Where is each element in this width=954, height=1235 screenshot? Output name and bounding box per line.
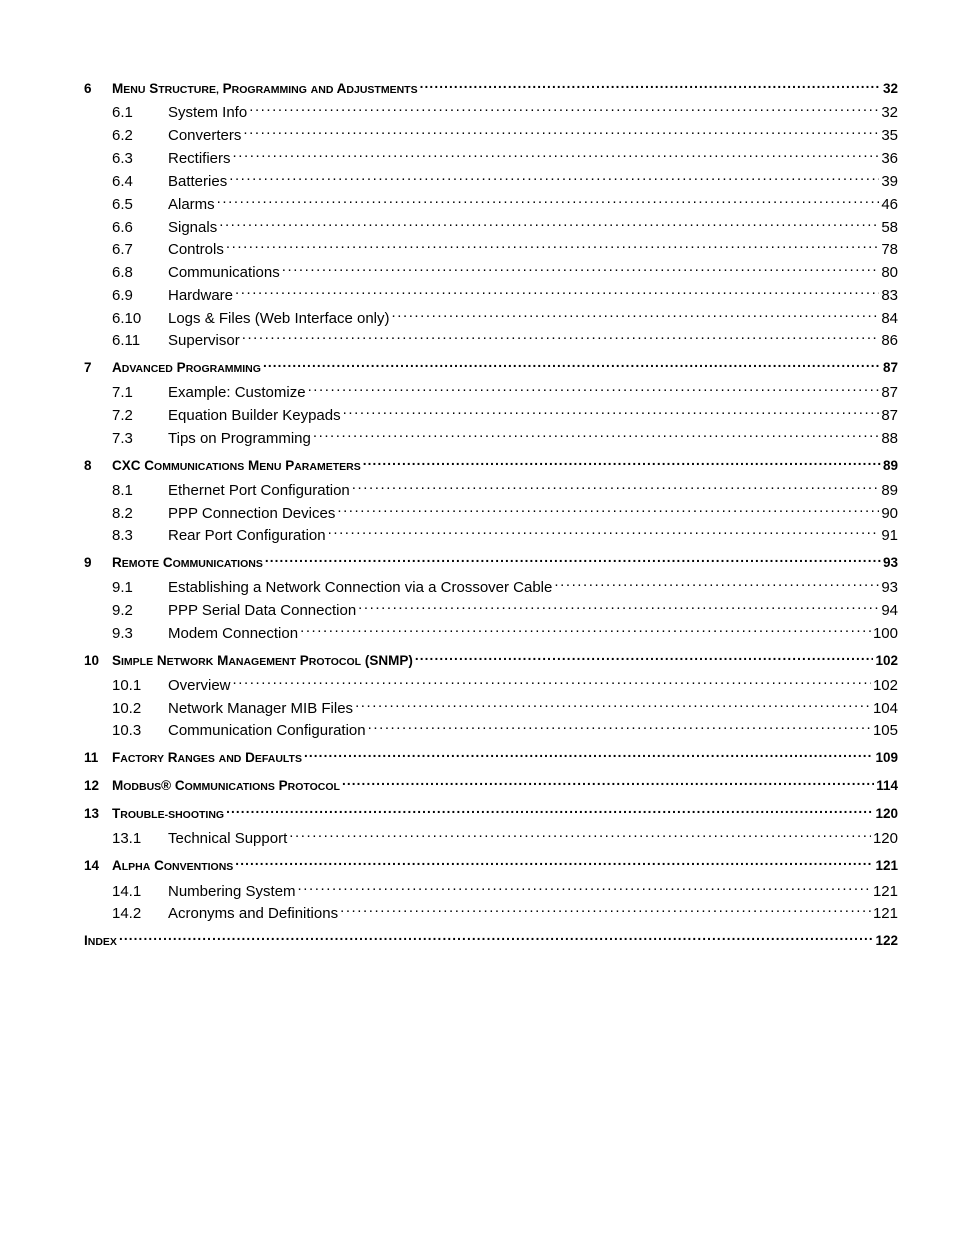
toc-entry-number: 6.5	[112, 196, 133, 213]
toc-section-entry[interactable]	[84, 358, 898, 377]
toc-subsection-entry[interactable]	[84, 171, 898, 190]
toc-entry-number: 9.1	[112, 579, 133, 596]
toc-page-number: 35	[881, 127, 898, 144]
toc-section-entry[interactable]	[84, 79, 898, 98]
toc-dot-leader	[289, 828, 871, 843]
toc-subsection-entry[interactable]	[84, 828, 898, 847]
toc-entry-number: 11	[84, 749, 99, 765]
toc-dot-leader	[226, 239, 879, 254]
toc-page-number: 78	[881, 241, 898, 258]
toc-section-entry[interactable]	[84, 456, 898, 475]
toc-subsection-entry[interactable]	[84, 881, 898, 900]
toc-entry-title: ADVANCED PROGRAMMING	[112, 359, 261, 375]
toc-dot-leader	[235, 285, 879, 300]
toc-page-number: 102	[875, 652, 898, 668]
toc-section-entry[interactable]	[84, 553, 898, 572]
toc-page-number: 121	[872, 905, 898, 922]
toc-subsection-entry[interactable]	[84, 903, 898, 922]
toc-entry-title: Tips on Programming	[168, 430, 311, 447]
toc-page-number: 100	[872, 625, 898, 642]
toc-page-number: 93	[881, 579, 898, 596]
toc-subsection-entry[interactable]	[84, 239, 898, 258]
toc-entry-title: Rectifiers	[168, 150, 231, 167]
toc-dot-leader	[226, 804, 873, 818]
toc-dot-leader	[243, 125, 879, 140]
toc-dot-leader	[249, 102, 879, 117]
toc-subsection-entry[interactable]	[84, 148, 898, 167]
toc-entry-number: 8.1	[112, 482, 133, 499]
toc-page-number: 121	[872, 883, 898, 900]
toc-entry-number: 6.6	[112, 219, 133, 236]
toc-page-number: 89	[881, 482, 898, 499]
toc-entry-title: Supervisor	[168, 332, 240, 349]
toc-entry-title: MODBUS® COMMUNICATIONS PROTOCOL	[112, 777, 340, 793]
toc-dot-leader	[391, 308, 879, 323]
toc-dot-leader	[342, 776, 874, 790]
toc-dot-leader	[420, 79, 881, 93]
toc-dot-leader	[217, 194, 880, 209]
toc-page-number: 87	[881, 407, 898, 424]
toc-entry-title: FACTORY RANGES AND DEFAULTS	[112, 749, 302, 765]
toc-dot-leader	[415, 651, 874, 665]
toc-dot-leader	[300, 623, 871, 638]
toc-entry-number: 8.3	[112, 527, 133, 544]
toc-dot-leader	[233, 675, 871, 690]
toc-page-number: 120	[872, 830, 898, 847]
toc-section-entry[interactable]	[84, 651, 898, 670]
toc-dot-leader	[119, 931, 874, 945]
toc-entry-title: Alarms	[168, 196, 215, 213]
toc-entry-title: Converters	[168, 127, 242, 144]
toc-page-number: 87	[881, 384, 898, 401]
toc-dot-leader	[308, 382, 880, 397]
toc-subsection-entry[interactable]	[84, 194, 898, 213]
toc-entry-title: Batteries	[168, 173, 228, 190]
toc-subsection-entry[interactable]	[84, 285, 898, 304]
toc-entry-title: Modem Connection	[168, 625, 299, 642]
toc-entry-title: Communications	[168, 264, 280, 281]
toc-section-entry[interactable]	[84, 776, 898, 795]
toc-entry-title: System Info	[168, 104, 248, 121]
toc-page-number: 89	[882, 457, 898, 473]
toc-dot-leader	[363, 456, 881, 470]
toc-subsection-entry[interactable]	[84, 675, 898, 694]
toc-page-number: 94	[881, 602, 898, 619]
toc-dot-leader	[343, 405, 880, 420]
toc-entry-number: 6	[84, 80, 92, 96]
toc-entry-number: 6.2	[112, 127, 133, 144]
toc-subsection-entry[interactable]	[84, 308, 898, 327]
toc-page-number: 46	[881, 196, 898, 213]
toc-subsection-entry[interactable]	[84, 503, 898, 522]
toc-entry-number: 9.3	[112, 625, 133, 642]
toc-subsection-entry[interactable]	[84, 102, 898, 121]
toc-entry-number: 10	[84, 652, 100, 668]
toc-entry-number: 7	[84, 359, 92, 375]
toc-subsection-entry[interactable]	[84, 720, 898, 739]
toc-entry-title: Communication Configuration	[168, 722, 366, 739]
toc-page-number: 91	[881, 527, 898, 544]
toc-entry-title: Hardware	[168, 287, 234, 304]
toc-entry-title: REMOTE COMMUNICATIONS	[112, 554, 263, 570]
toc-page-number: 58	[881, 219, 898, 236]
toc-entry-title: Example: Customize	[168, 384, 306, 401]
toc-subsection-entry[interactable]	[84, 405, 898, 424]
toc-dot-leader	[352, 480, 880, 495]
toc-entry-title: Ethernet Port Configuration	[168, 482, 350, 499]
toc-entry-number: 8.2	[112, 505, 133, 522]
toc-entry-title: SIMPLE NETWORK MANAGEMENT PROTOCOL (SNMP)	[112, 652, 413, 668]
toc-entry-title: INDEX	[84, 932, 117, 948]
toc-entry-number: 7.3	[112, 430, 133, 447]
toc-dot-leader	[298, 881, 871, 896]
toc-dot-leader	[337, 503, 879, 518]
toc-section-entry[interactable]	[84, 856, 898, 875]
toc-page-number: 39	[881, 173, 898, 190]
toc-page-number: 109	[875, 749, 898, 765]
toc-page-number: 36	[881, 150, 898, 167]
toc-entry-number: 9	[84, 554, 92, 570]
toc-subsection-entry[interactable]	[84, 262, 898, 281]
toc-entry-number: 13.1	[112, 830, 142, 847]
toc-entry-number: 6.4	[112, 173, 133, 190]
toc-page-number: 83	[881, 287, 898, 304]
toc-entry-number: 6.1	[112, 104, 133, 121]
toc-entry-title: Numbering System	[168, 883, 296, 900]
toc-page-number: 121	[875, 857, 898, 873]
toc-subsection-entry[interactable]	[84, 577, 898, 596]
toc-page-number: 104	[872, 700, 898, 717]
toc-entry-number: 14	[84, 857, 100, 873]
toc-subsection-entry[interactable]	[84, 382, 898, 401]
toc-entry-number: 6.11	[112, 332, 141, 349]
toc-dot-leader	[233, 148, 880, 163]
toc-section-entry[interactable]	[84, 748, 898, 767]
toc-page-number: 86	[881, 332, 898, 349]
toc-page-number: 80	[881, 264, 898, 281]
toc-page-number: 122	[875, 932, 898, 948]
toc-entry-title: Network Manager MIB Files	[168, 700, 354, 717]
toc-entry-title: Acronyms and Definitions	[168, 905, 339, 922]
toc-entry-title: Establishing a Network Connection via a Crossover Cable	[168, 579, 553, 596]
toc-entry-title: MENU STRUCTURE, PROGRAMMING AND ADJUSTMENTS	[112, 80, 418, 96]
toc-entry-title: TROUBLE-SHOOTING	[112, 805, 225, 821]
toc-subsection-entry[interactable]	[84, 330, 898, 349]
toc-entry-number: 6.10	[112, 310, 142, 327]
toc-entry-title: Technical Support	[168, 830, 288, 847]
toc-dot-leader	[340, 903, 871, 918]
toc-section-entry[interactable]	[84, 931, 898, 950]
toc-dot-leader	[263, 358, 881, 372]
toc-dot-leader	[242, 330, 880, 345]
toc-entry-number: 6.3	[112, 150, 133, 167]
toc-subsection-entry[interactable]	[84, 525, 898, 544]
toc-entry-number: 14.2	[112, 905, 142, 922]
toc-subsection-entry[interactable]	[84, 600, 898, 619]
toc-entry-title: ALPHA CONVENTIONS	[112, 857, 234, 873]
toc-entry-number: 12	[84, 777, 100, 793]
toc-page-number: 32	[882, 80, 898, 96]
toc-dot-leader	[229, 171, 879, 186]
toc-dot-leader	[328, 525, 880, 540]
toc-page-number: 120	[875, 805, 898, 821]
toc-entry-number: 9.2	[112, 602, 133, 619]
toc-subsection-entry[interactable]	[84, 480, 898, 499]
toc-subsection-entry[interactable]	[84, 698, 898, 717]
toc-entry-title: CXC COMMUNICATIONS MENU PARAMETERS	[112, 457, 361, 473]
toc-entry-number: 10.2	[112, 700, 142, 717]
toc-subsection-entry[interactable]	[84, 217, 898, 236]
toc-entry-title: Controls	[168, 241, 224, 258]
toc-entry-number: 7.1	[112, 384, 133, 401]
toc-dot-leader	[355, 698, 871, 713]
toc-page-number: 102	[872, 677, 898, 694]
toc-subsection-entry[interactable]	[84, 623, 898, 642]
toc-dot-leader	[313, 428, 879, 443]
toc-page-number: 90	[881, 505, 898, 522]
toc-dot-leader	[554, 577, 879, 592]
toc-subsection-entry[interactable]	[84, 125, 898, 144]
toc-entry-number: 14.1	[112, 883, 142, 900]
toc-entry-number: 8	[84, 457, 92, 473]
toc-entry-title: Logs & Files (Web Interface only)	[168, 310, 390, 327]
toc-entry-number: 6.9	[112, 287, 133, 304]
toc-page-number: 88	[881, 430, 898, 447]
toc-dot-leader	[282, 262, 880, 277]
toc-page-number: 84	[881, 310, 898, 327]
toc-entry-title: PPP Connection Devices	[168, 505, 336, 522]
toc-entry-number: 10.1	[112, 677, 142, 694]
toc-dot-leader	[219, 217, 879, 232]
toc-entry-title: Rear Port Configuration	[168, 527, 326, 544]
toc-entry-title: PPP Serial Data Connection	[168, 602, 357, 619]
toc-dot-leader	[304, 748, 874, 762]
toc-entry-number: 6.8	[112, 264, 133, 281]
toc-dot-leader	[235, 856, 873, 870]
toc-entry-title: Equation Builder Keypads	[168, 407, 341, 424]
toc-page-number: 93	[882, 554, 898, 570]
toc-entry-number: 7.2	[112, 407, 133, 424]
toc-page-number: 114	[876, 777, 898, 793]
toc-entry-number: 10.3	[112, 722, 142, 739]
toc-entry-title: Overview	[168, 677, 231, 694]
toc-entry-number: 6.7	[112, 241, 133, 258]
toc-entry-number: 13	[84, 805, 100, 821]
toc-page-number: 32	[881, 104, 898, 121]
toc-dot-leader	[358, 600, 879, 615]
toc-dot-leader	[265, 553, 881, 567]
toc-section-entry[interactable]	[84, 804, 898, 823]
toc-dot-leader	[368, 720, 871, 735]
toc-page-number: 87	[882, 359, 898, 375]
toc-page-number: 105	[872, 722, 898, 739]
toc-entry-title: Signals	[168, 219, 218, 236]
toc-subsection-entry[interactable]	[84, 428, 898, 447]
